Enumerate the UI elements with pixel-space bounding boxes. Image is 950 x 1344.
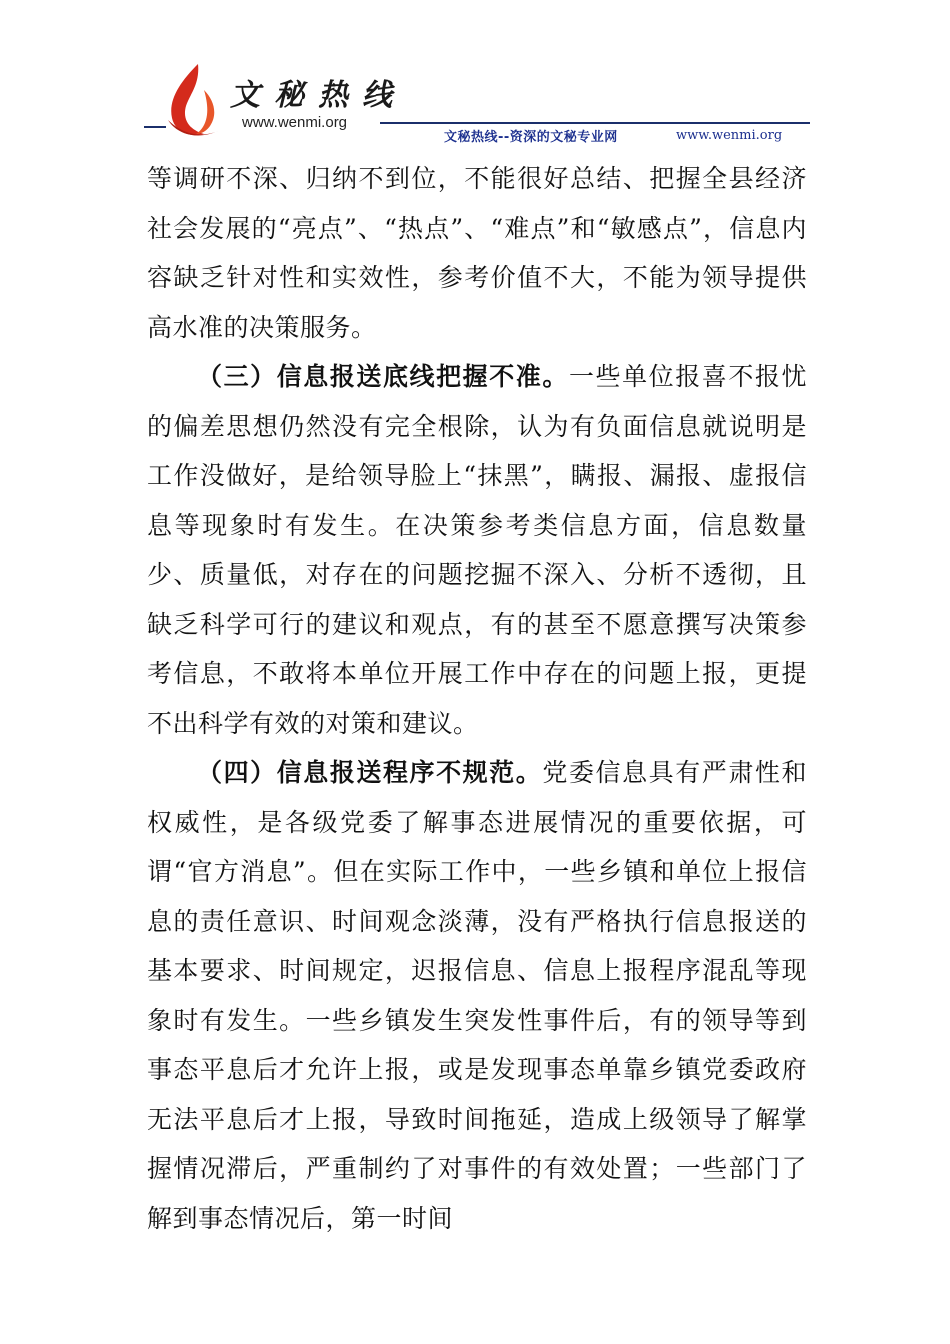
header-tagline: 文秘热线--资深的文秘专业网 bbox=[444, 130, 618, 145]
header-tagline-url[interactable]: www.wenmi.org bbox=[676, 128, 783, 143]
section-heading: （三）信息报送底线把握不准。 bbox=[197, 362, 569, 391]
paragraph-section-3 bbox=[147, 352, 807, 748]
section-heading: （四）信息报送程序不规范。 bbox=[197, 758, 543, 787]
paragraph-section-4 bbox=[147, 748, 807, 1243]
header-rule-left bbox=[144, 126, 166, 128]
paragraph-continued bbox=[147, 154, 807, 352]
paragraph-text: 党委信息具有严肃性和权威性，是各级党委了解事态进展情况的重要依据，可谓“官方消息”。但在实际工作中，一些乡镇和单位上报信息的责任意识、时间观念淡薄，没有严格执行信息报送的基本要求、时间规定，迟报信息、信息上报程序混乱等现象时有发生。一些乡镇发生突发性事件后，有的领导等到事态平息后才允许上报，或是发现事态单靠乡镇党委政府无法平息后才上报，导致时间拖延，造成上级领导了解掌握情况滞后，严重制约了对事件的有效处置；一些部门了解到事态情况后，第一时间 bbox=[147, 758, 807, 1233]
page-header bbox=[0, 0, 950, 150]
logo-title: 文秘热线 bbox=[230, 78, 406, 113]
logo-url[interactable]: www.wenmi.org bbox=[242, 114, 348, 131]
header-rule bbox=[380, 122, 810, 124]
document-body bbox=[147, 154, 807, 1243]
flame-logo-icon bbox=[160, 60, 230, 140]
paragraph-text: 等调研不深、归纳不到位，不能很好总结、把握全县经济社会发展的“亮点”、“热点”、“难点”和“敏感点”，信息内容缺乏针对性和实效性，参考价值不大，不能为领导提供高水准的决策服务。 bbox=[147, 164, 807, 342]
paragraph-text: 一些单位报喜不报忧的偏差思想仍然没有完全根除，认为有负面信息就说明是工作没做好，是给领导脸上“抹黑”，瞒报、漏报、虚报信息等现象时有发生。在决策参考类信息方面，信息数量少、质量低，对存在的问题挖掘不深入、分析不透彻，且缺乏科学可行的建议和观点，有的甚至不愿意撰写决策参考信息，不敢将本单位开展工作中存在的问题上报，更提不出科学有效的对策和建议。 bbox=[147, 362, 807, 738]
